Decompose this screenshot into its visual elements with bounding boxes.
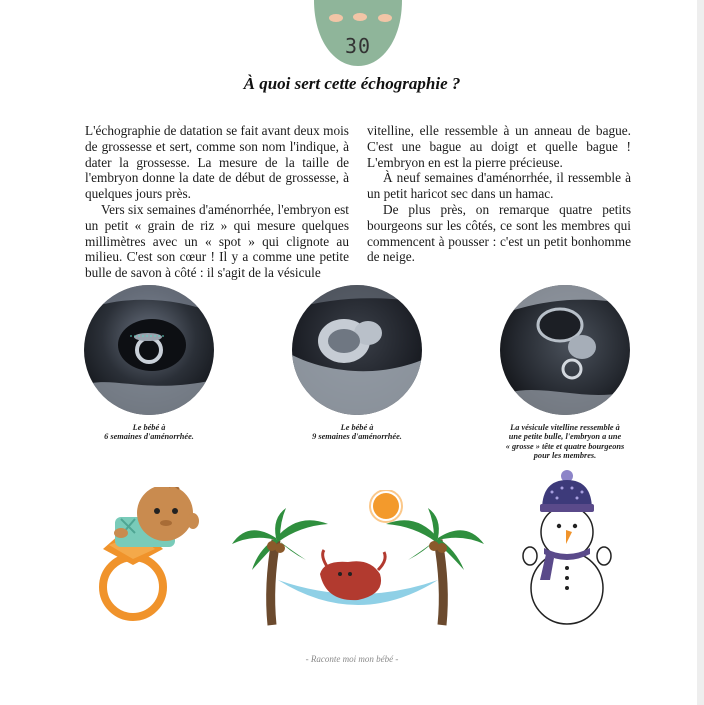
caption-line: « grosse » tête et quatre bourgeons <box>505 441 625 451</box>
caption-line: 6 semaines d'aménorrhée. <box>104 432 194 442</box>
bean-in-hammock-illustration <box>228 490 490 630</box>
caption-line: Le bébé à <box>340 423 374 432</box>
snowman-illustration <box>520 470 615 625</box>
page-title: À quoi sert cette échographie ? <box>243 74 461 93</box>
paragraph: vitelline, elle ressemble à un anneau de bague. C'est une bague au doigt et quelle bague ! L'embryon en est la pierre précieuse. <box>367 123 631 170</box>
caption-6-weeks <box>74 423 224 442</box>
caption-line: Le bébé à <box>132 423 166 432</box>
ultrasound-image-yolk-sac <box>500 285 630 415</box>
page-number: 30 <box>344 34 372 58</box>
paragraph: De plus près, on remarque quatre petits bourgeons sur les côtés, ce sont les membres qui commencent à pousser : c'est un petit bonhomme de neige. <box>367 201 631 265</box>
caption-line: pour les membres. <box>533 450 597 460</box>
baby-on-ring-illustration <box>95 487 210 627</box>
text-column-left <box>85 123 349 281</box>
ultrasound-image-6-weeks <box>84 285 214 415</box>
caption-yolk-sac <box>490 423 640 460</box>
ultrasound-image-9-weeks <box>292 285 422 415</box>
caption-line: 9 semaines d'aménorrhée. <box>312 432 402 442</box>
paragraph: À neuf semaines d'aménorrhée, il ressemble à un petit haricot sec dans un hamac. <box>367 170 631 202</box>
footer: - Raconte moi mon bébé - <box>305 654 399 664</box>
caption-line: une petite bulle, l'embryon a une <box>508 432 622 442</box>
page-edge <box>697 0 704 705</box>
paragraph: Vers six semaines d'aménorrhée, l'embryon est un petit « grain de riz » qui mesure quelques millimètres avec un « spot » qui clignote au milieu. C'est son cœur ! Il y a comme une petite bulle de savon à côté : il s'agit de la vésicule <box>85 201 349 281</box>
text-column-right <box>367 123 631 265</box>
caption-9-weeks <box>282 423 432 442</box>
paragraph: L'échographie de datation se fait avant deux mois de grossesse et sert, comme son nom l'indique, à dater la grossesse. La mesure de la taille de l'embryon donne la date de début de grossesse, à quelques jours près. <box>85 123 349 202</box>
caption-line: La vésicule vitelline ressemble à <box>510 423 620 432</box>
